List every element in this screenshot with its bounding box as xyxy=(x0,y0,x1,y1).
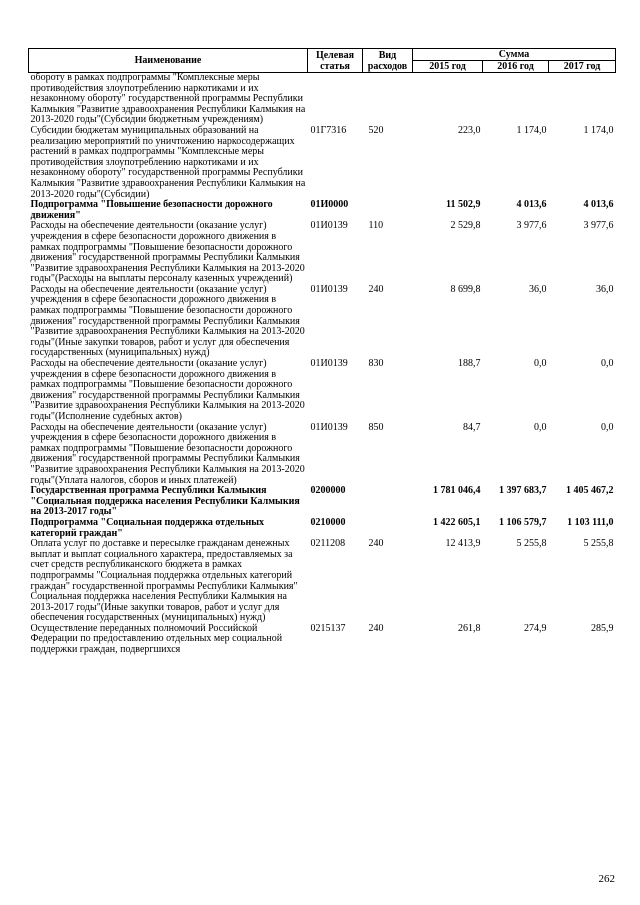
row-amount-2015: 12 413,9 xyxy=(445,538,481,550)
row-amount-2015: 1 781 046,4 xyxy=(433,485,481,497)
row-name: Расходы на обеспечение деятельности (оказание услуг) учреждения в сфере безопасности дорожного движения в рамках подпрограммы "Повышение безопасности дорожного движения" государственной программы Республики Калмыкия "Развитие здравоохранения Республики Калмыкия на 2013-2020 годы"(Расходы на выплаты персоналу казенных учреждений) xyxy=(30,220,305,285)
row-name: Субсидии бюджетам муниципальных образований на реализацию мероприятий по уничтожению наркосодержащих растений в рамках подпрограммы "Комплексные меры противодействия злоупотреблению наркотиками и их незаконному обороту" государственной программы Республики Калмыкия "Развитие здравоохранения Республики Калмыкия на 2013-2020 годы"(Субсидии) xyxy=(30,124,306,200)
row-amount-2015: 11 502,9 xyxy=(446,199,481,211)
table-row xyxy=(29,221,616,285)
row-code: 01Г7316 xyxy=(310,124,347,136)
row-amount-2015: 223,0 xyxy=(458,124,481,136)
row-amount-2017: 5 255,8 xyxy=(583,538,614,550)
row-code: 01И0139 xyxy=(310,358,348,370)
row-type xyxy=(363,518,413,539)
header-year-2016: 2016 год xyxy=(483,61,549,73)
header-year-2015: 2015 год xyxy=(413,61,483,73)
row-type: 110 xyxy=(368,220,384,232)
row-amount-2017: 0,0 xyxy=(601,358,614,370)
row-code xyxy=(308,73,363,126)
row-type: 850 xyxy=(368,421,384,433)
row-name: Расходы на обеспечение деятельности (оказание услуг) учреждения в сфере безопасности дорожного движения в рамках подпрограммы "Повышение безопасности дорожного движения" государственной программы Республики Калмыкия "Развитие здравоохранения Республики Калмыкия на 2013-2020 годы"(Уплата налогов, сборов и иных платежей) xyxy=(30,421,305,486)
row-amount-2015: 84,7 xyxy=(463,421,481,433)
row-amount-2015: 188,7 xyxy=(458,358,481,370)
table-body xyxy=(29,73,616,656)
table-row xyxy=(29,126,616,200)
row-amount-2017: 285,9 xyxy=(591,622,614,634)
row-amount-2016: 0,0 xyxy=(534,421,547,433)
row-code: 01И0139 xyxy=(310,421,348,433)
row-code: 0215137 xyxy=(310,622,346,634)
row-type: 240 xyxy=(368,622,384,634)
row-amount-2017: 1 103 111,0 xyxy=(567,516,614,528)
table-row xyxy=(29,285,616,359)
row-name: Расходы на обеспечение деятельности (оказание услуг) учреждения в сфере безопасности дорожного движения в рамках подпрограммы "Повышение безопасности дорожного движения" государственной программы Республики Калмыкия "Развитие здравоохранения Республики Калмыкия на 2013-2020 годы"(Исполнение судебных актов) xyxy=(30,358,305,422)
row-name: Подпрограмма "Социальная поддержка отдельных категорий граждан" xyxy=(30,516,265,539)
header-type: Вид расходов xyxy=(363,49,413,73)
row-name: Подпрограмма "Повышение безопасности дорожного движения" xyxy=(30,199,273,221)
row-amount-2017: 1 174,0 xyxy=(583,124,614,136)
header-code: Целевая статья xyxy=(308,49,363,73)
row-amount-2015 xyxy=(413,73,483,126)
row-type: 830 xyxy=(368,358,384,370)
table-row xyxy=(29,359,616,423)
row-amount-2017 xyxy=(549,73,616,126)
table-row xyxy=(29,200,616,221)
row-type xyxy=(363,200,413,221)
row-amount-2016: 4 013,6 xyxy=(516,199,547,211)
table-row xyxy=(29,624,616,656)
row-amount-2017: 3 977,6 xyxy=(583,220,614,232)
table-row xyxy=(29,486,616,518)
table-row xyxy=(29,73,616,126)
row-code: 01И0000 xyxy=(310,199,349,211)
row-amount-2016: 3 977,6 xyxy=(516,220,547,232)
row-amount-2017: 36,0 xyxy=(596,283,614,295)
row-type xyxy=(363,486,413,518)
row-name: Государственная программа Республики Калмыкия "Социальная поддержка населения Республики Калмыкия на 2013-2017 годы" xyxy=(30,485,300,518)
row-amount-2016: 1 106 579,7 xyxy=(499,516,547,528)
table-header xyxy=(29,49,616,73)
row-amount-2016: 36,0 xyxy=(529,283,547,295)
row-amount-2015: 2 529,8 xyxy=(450,220,481,232)
row-code: 0200000 xyxy=(310,485,346,497)
header-name: Наименование xyxy=(29,49,308,73)
row-amount-2016 xyxy=(483,73,549,126)
table-row xyxy=(29,423,616,487)
row-name: Осуществление переданных полномочий Российской Федерации по предоставлению отдельных мер социальной поддержки граждан, подвергшихся xyxy=(30,622,283,656)
row-name: обороту в рамках подпрограммы "Комплексные меры противодействия злоупотреблению наркотиками и их незаконному обороту" государственной программы Республики Калмыкия "Развитие здравоохранения Республики Калмыкия на 2013-2020 годы"(Субсидии бюджетным учреждениям) xyxy=(30,72,306,126)
row-amount-2015: 8 699,8 xyxy=(450,283,481,295)
row-amount-2017: 1 405 467,2 xyxy=(566,485,614,497)
row-type xyxy=(363,73,413,126)
row-amount-2017: 0,0 xyxy=(601,421,614,433)
row-code: 0211208 xyxy=(310,538,346,550)
row-amount-2016: 274,9 xyxy=(524,622,547,634)
row-amount-2016: 1 397 683,7 xyxy=(499,485,547,497)
row-type: 240 xyxy=(368,538,384,550)
row-code: 0210000 xyxy=(310,516,346,528)
row-amount-2017: 4 013,6 xyxy=(583,199,614,211)
row-amount-2016: 0,0 xyxy=(534,358,547,370)
row-name: Оплата услуг по доставке и пересылке гражданам денежных выплат и выплат социального характера, предоставляемых за счет средств республиканского бюджета в рамках подпрограммы "Социальная поддержка отдельных категорий граждан" государственной программы Республики Калмыкия" Социальная поддержка населения Республики Калмыкия на 2013-2017 годы"(Иные закупки товаров, работ и услуг для обеспечения государственных (муниципальных) нужд) xyxy=(30,538,298,624)
table-row xyxy=(29,539,616,624)
row-amount-2016: 1 174,0 xyxy=(516,124,547,136)
row-amount-2015: 1 422 605,1 xyxy=(433,516,481,528)
row-amount-2015: 261,8 xyxy=(458,622,481,634)
row-type: 520 xyxy=(368,124,384,136)
row-code: 01И0139 xyxy=(310,220,348,232)
row-amount-2016: 5 255,8 xyxy=(516,538,547,550)
header-sum: Сумма xyxy=(413,49,616,61)
budget-table xyxy=(28,48,616,656)
page-number: 262 xyxy=(598,873,615,885)
header-year-2017: 2017 год xyxy=(549,61,616,73)
row-code: 01И0139 xyxy=(310,283,348,295)
row-type: 240 xyxy=(368,283,384,295)
budget-table-page xyxy=(28,48,615,656)
table-row xyxy=(29,518,616,539)
row-name: Расходы на обеспечение деятельности (оказание услуг) учреждения в сфере безопасности дорожного движения в рамках подпрограммы "Повышение безопасности дорожного движения" государственной программы Республики Калмыкия "Развитие здравоохранения Республики Калмыкия на 2013-2020 годы"(Иные закупки товаров, работ и услуг для обеспечения государственных (муниципальных) нужд) xyxy=(30,283,305,359)
